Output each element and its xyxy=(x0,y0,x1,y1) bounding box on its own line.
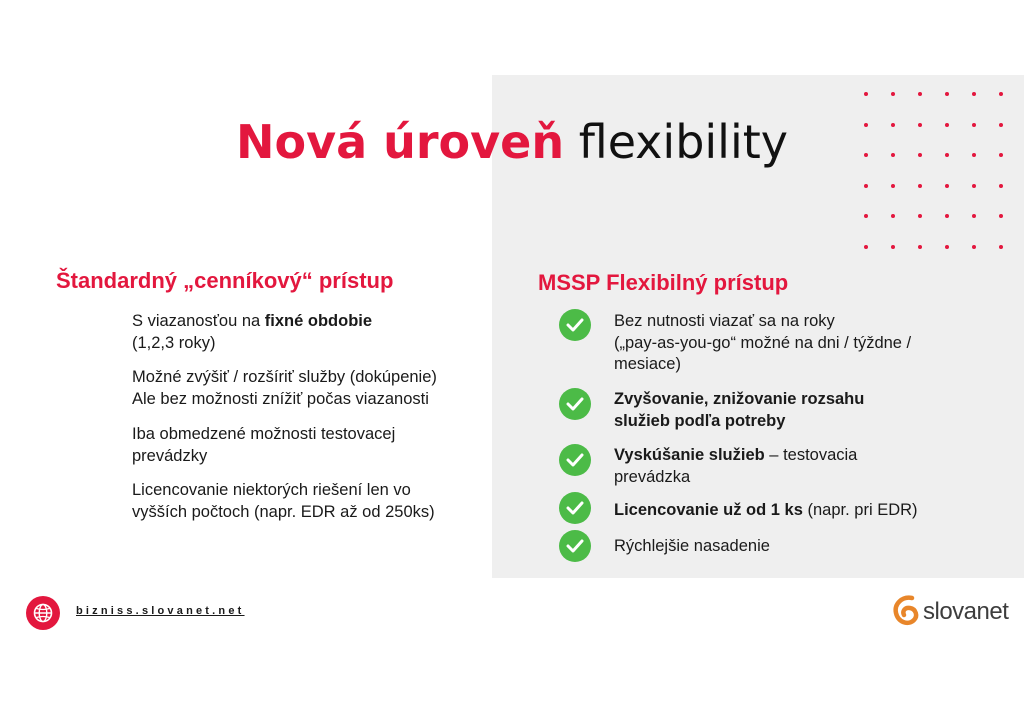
item-text-segment: Ale bez možnosti znížiť počas viazanosti xyxy=(132,389,429,408)
item-text-segment: Licencovanie niektorých riešení len vo xyxy=(132,481,411,499)
checkmark-circle-icon xyxy=(559,444,591,476)
item-text-segment: fixné obdobie xyxy=(264,312,373,330)
item-text-segment: („pay-as-you-go“ možné na dni / týždne / xyxy=(614,333,912,352)
item-text-segment: vyšších počtoch (napr. EDR až od 250ks) xyxy=(132,502,435,521)
item-text-segment: Možné zvýšiť / rozšíriť služby (dokúpenie) xyxy=(132,368,437,386)
item-text-segment: služieb podľa potreby xyxy=(614,411,786,430)
item-text-segment: – testovacia xyxy=(764,446,858,464)
slovanet-logo-icon xyxy=(890,594,920,630)
decorative-dot xyxy=(918,214,922,218)
decorative-dot xyxy=(999,245,1003,249)
item-text-segment: (napr. pri EDR) xyxy=(802,501,918,519)
globe-icon xyxy=(26,596,60,630)
right-item xyxy=(614,500,974,522)
item-text-segment: mesiace) xyxy=(614,355,681,373)
item-text-segment: (1,2,3 roky) xyxy=(132,333,216,352)
item-text-segment: prevádzka xyxy=(614,467,691,486)
decorative-dot xyxy=(999,92,1003,96)
title-accent: Nová úroveň xyxy=(235,115,565,169)
decorative-dot xyxy=(918,184,922,188)
item-text-segment: prevádzky xyxy=(132,446,208,465)
checkmark-circle-icon xyxy=(559,492,591,524)
decorative-dot xyxy=(918,92,922,96)
decorative-dot xyxy=(891,92,895,96)
decorative-dot xyxy=(918,245,922,249)
item-text-segment: Rýchlejšie nasadenie xyxy=(614,537,770,555)
left-item xyxy=(132,424,492,467)
right-item xyxy=(614,536,974,558)
title-plain: flexibility xyxy=(578,115,788,169)
decorative-dot xyxy=(945,245,949,249)
decorative-dot xyxy=(891,214,895,218)
decorative-dot xyxy=(972,92,976,96)
right-column-heading: MSSP Flexibilný prístup xyxy=(538,270,789,295)
decorative-dot xyxy=(999,214,1003,218)
decorative-dot xyxy=(891,245,895,249)
decorative-dot xyxy=(864,184,868,188)
right-item xyxy=(614,389,974,432)
decorative-dot xyxy=(864,214,868,218)
decorative-dot xyxy=(945,214,949,218)
left-item xyxy=(132,367,492,410)
left-item xyxy=(132,480,492,523)
decorative-dot xyxy=(864,92,868,96)
left-column-heading: Štandardný „cenníkový“ prístup xyxy=(56,268,394,293)
decorative-dot xyxy=(945,184,949,188)
logo-text: slovanet xyxy=(923,598,1009,625)
item-text-segment: Bez nutnosti viazať sa na roky xyxy=(614,312,835,330)
decorative-dot xyxy=(864,245,868,249)
right-item xyxy=(614,445,974,488)
slovanet-logo xyxy=(890,592,1008,632)
decorative-dot xyxy=(999,184,1003,188)
website-link[interactable]: bizniss.slovanet.net xyxy=(76,605,245,617)
item-text-segment: Vyskúšanie služieb xyxy=(614,446,765,464)
decorative-dot xyxy=(891,184,895,188)
decorative-dot xyxy=(945,92,949,96)
checkmark-circle-icon xyxy=(559,530,591,562)
decorative-dot xyxy=(972,184,976,188)
decorative-dot-grid xyxy=(858,90,1008,250)
slide-title xyxy=(0,115,1024,169)
decorative-dot xyxy=(972,245,976,249)
item-text-segment: S viazanosťou na xyxy=(132,312,265,330)
checkmark-circle-icon xyxy=(559,388,591,420)
left-item xyxy=(132,311,492,354)
right-item xyxy=(614,311,974,376)
item-text-segment: Licencovanie už od 1 ks xyxy=(614,501,803,519)
item-text-segment: Zvyšovanie, znižovanie rozsahu xyxy=(614,390,865,408)
checkmark-circle-icon xyxy=(559,309,591,341)
decorative-dot xyxy=(972,214,976,218)
item-text-segment: Iba obmedzené možnosti testovacej xyxy=(132,425,396,443)
